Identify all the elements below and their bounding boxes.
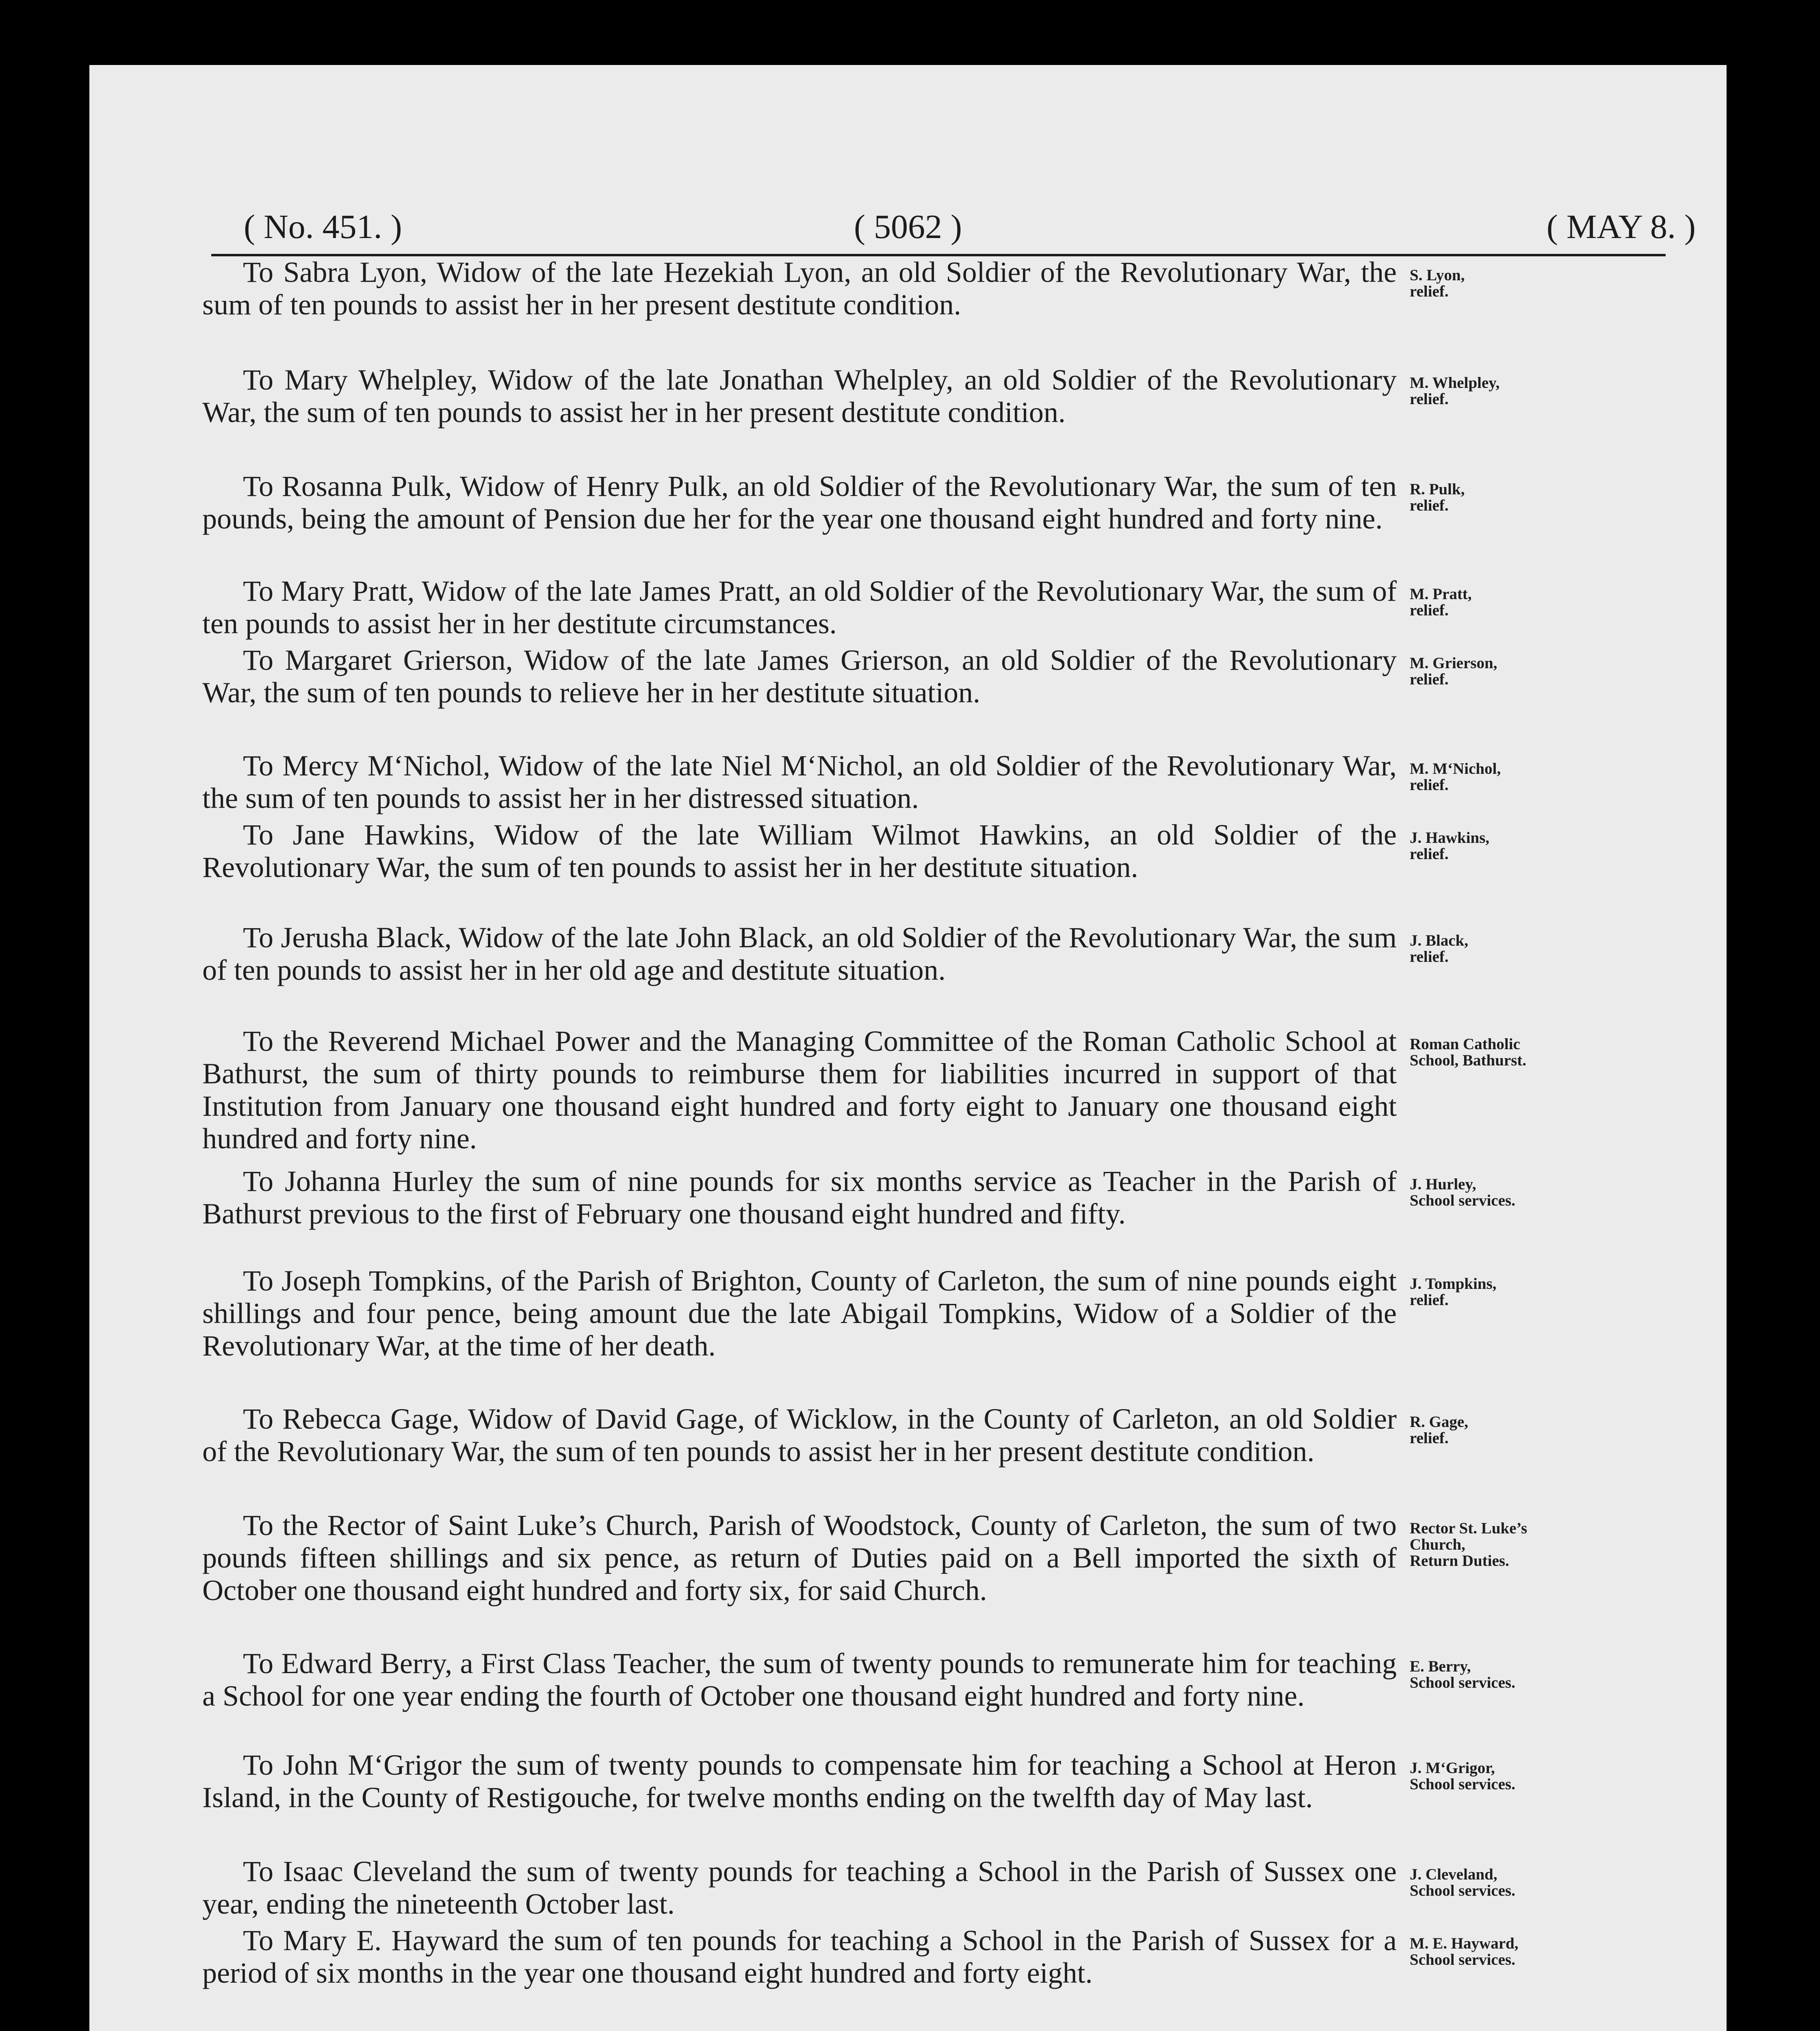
grant-text: To Edward Berry, a First Class Teacher, the sum of twenty pounds to remunerate him for teaching a School for one year ending the fourth of October one thousand eight hundred and forty nine. xyxy=(202,1647,1397,1712)
grant-entry xyxy=(89,644,1727,749)
session-date: ( MAY 8. ) xyxy=(1546,208,1696,246)
margin-note-line: Church, xyxy=(1410,1536,1465,1553)
margin-note-line: J. Black, xyxy=(1410,932,1469,949)
grant-entry xyxy=(89,575,1727,644)
margin-note-line: relief. xyxy=(1410,845,1449,863)
grant-text: To Mary Pratt, Widow of the late James Pratt, an old Soldier of the Revolutionary War, the sum of ten pounds to assist her in her destitute circumstances. xyxy=(202,575,1397,640)
grant-text: To Mercy M‘Nichol, Widow of the late Niel M‘Nichol, an old Soldier of the Revolutionary War, the sum of ten pounds to assist her in her distressed situation. xyxy=(202,749,1397,814)
margin-note-line: Rector St. Luke’s xyxy=(1410,1520,1528,1537)
document-page xyxy=(89,65,1727,2031)
margin-note-line: J. Tompkins, xyxy=(1410,1275,1497,1293)
grant-entry xyxy=(89,1647,1727,1749)
margin-note xyxy=(1410,1276,1727,1308)
margin-note-line: relief. xyxy=(1410,776,1449,794)
grant-entry xyxy=(89,1265,1727,1403)
margin-note xyxy=(1410,933,1727,965)
margin-note-line: R. Pulk, xyxy=(1410,481,1465,498)
margin-note xyxy=(1410,830,1727,862)
margin-note-line: M. Whelpley, xyxy=(1410,374,1500,392)
margin-note-line: School services. xyxy=(1410,1882,1515,1899)
grant-text: To Rebecca Gage, Widow of David Gage, of Wicklow, in the County of Carleton, an old Soldier of the Revolutionary War, the sum of ten pounds to assist her in her present destitute condition. xyxy=(202,1403,1397,1468)
margin-note-line: School services. xyxy=(1410,1776,1515,1793)
grant-text: To the Rector of Saint Luke’s Church, Parish of Woodstock, County of Carleton, the sum of two pounds fifteen shillings and six pence, as return of Duties paid on a Bell imported the sixth of October one thousand eight hundred and forty six, for said Church. xyxy=(202,1509,1397,1607)
margin-note xyxy=(1410,1659,1727,1691)
margin-note xyxy=(1410,1760,1727,1793)
margin-note-line: Roman Catholic xyxy=(1410,1035,1520,1053)
margin-note-line: relief. xyxy=(1410,1429,1449,1447)
grant-text: To John M‘Grigor the sum of twenty pounds to compensate him for teaching a School at Heron Island, in the County of Restigouche, for twelve months ending on the twelfth day of May last. xyxy=(202,1749,1397,1814)
grant-entry xyxy=(89,364,1727,470)
margin-note xyxy=(1410,1866,1727,1899)
grant-entry xyxy=(89,470,1727,575)
act-number: ( No. 451. ) xyxy=(244,208,402,246)
margin-note-line: M. Pratt, xyxy=(1410,585,1472,603)
margin-note xyxy=(1410,655,1727,688)
margin-note xyxy=(1410,1414,1727,1446)
margin-note xyxy=(1410,481,1727,514)
grant-text: To Jane Hawkins, Widow of the late William Wilmot Hawkins, an old Soldier of the Revolutionary War, the sum of ten pounds to assist her in her destitute situation. xyxy=(202,818,1397,883)
grant-entry xyxy=(89,818,1727,921)
margin-note xyxy=(1410,267,1727,300)
margin-note xyxy=(1410,375,1727,407)
margin-note-line: J. Cleveland, xyxy=(1410,1866,1497,1883)
margin-note xyxy=(1410,586,1727,619)
margin-note-line: relief. xyxy=(1410,390,1449,408)
grant-text: To Joseph Tompkins, of the Parish of Brighton, County of Carleton, the sum of nine pounds eight shillings and four pence, being amount due the late Abigail Tompkins, Widow of a Soldier of the Revolutionary War, at the time of her death. xyxy=(202,1265,1397,1362)
grant-entry xyxy=(89,1025,1727,1165)
margin-note-line: S. Lyon, xyxy=(1410,266,1465,284)
grant-text: To Johanna Hurley the sum of nine pounds for six months service as Teacher in the Parish of Bathurst previous to the first of February one thousand eight hundred and fifty. xyxy=(202,1165,1397,1230)
grant-text: To the Reverend Michael Power and the Managing Committee of the Roman Catholic School at Bathurst, the sum of thirty pounds to reimburse them for liabilities incurred in support of that Institution from January one thousand eight hundred and forty eight to January one thousand eight hundred and forty nine. xyxy=(202,1025,1397,1155)
margin-note-line: E. Berry, xyxy=(1410,1658,1471,1675)
page-number: ( 5062 ) xyxy=(854,208,962,246)
margin-note-line: relief. xyxy=(1410,497,1449,514)
grant-entry xyxy=(89,1509,1727,1647)
document-body xyxy=(89,256,1727,2031)
grant-entry xyxy=(89,256,1727,364)
grant-text: To Mary E. Hayward the sum of ten pounds for teaching a School in the Parish of Sussex for a period of six months in the year one thousand eight hundred and forty eight. xyxy=(202,1924,1397,1989)
margin-note-line: J. M‘Grigor, xyxy=(1410,1759,1495,1777)
margin-note xyxy=(1410,1176,1727,1209)
margin-note-line: relief. xyxy=(1410,671,1449,688)
margin-note xyxy=(1410,1036,1727,1069)
grant-text: To Jerusha Black, Widow of the late John Black, an old Soldier of the Revolutionary War, the sum of ten pounds to assist her in her old age and destitute situation. xyxy=(202,921,1397,986)
grant-entry xyxy=(89,1855,1727,1924)
grant-text: To Isaac Cleveland the sum of twenty pounds for teaching a School in the Parish of Sussex one year, ending the nineteenth October last. xyxy=(202,1855,1397,1920)
margin-note-line: relief. xyxy=(1410,1291,1449,1309)
margin-note-line: R. Gage, xyxy=(1410,1413,1469,1431)
grant-entry xyxy=(89,1924,1727,2031)
margin-note-line: relief. xyxy=(1410,948,1449,966)
margin-note-line: School services. xyxy=(1410,1951,1515,1968)
margin-note-line: relief. xyxy=(1410,283,1449,300)
margin-note-line: School, Bathurst. xyxy=(1410,1052,1527,1069)
grant-entry xyxy=(89,1165,1727,1265)
margin-note-line: School services. xyxy=(1410,1192,1515,1209)
grant-entry xyxy=(89,1403,1727,1509)
margin-note-line: M. Grierson, xyxy=(1410,654,1497,672)
grant-entry xyxy=(89,1749,1727,1855)
margin-note-line: relief. xyxy=(1410,602,1449,619)
page-header xyxy=(89,65,1727,256)
margin-note-line: School services. xyxy=(1410,1674,1515,1691)
grant-text: To Sabra Lyon, Widow of the late Hezekiah Lyon, an old Soldier of the Revolutionary War, the sum of ten pounds to assist her in her present destitute condition. xyxy=(202,256,1397,321)
margin-note xyxy=(1410,761,1727,793)
margin-note-line: Return Duties. xyxy=(1410,1552,1509,1570)
margin-note xyxy=(1410,1936,1727,1968)
grant-entry xyxy=(89,921,1727,1025)
grant-entry xyxy=(89,749,1727,818)
margin-note-line: J. Hawkins, xyxy=(1410,829,1490,847)
grant-text: To Margaret Grierson, Widow of the late James Grierson, an old Soldier of the Revolutionary War, the sum of ten pounds to relieve her in her destitute situation. xyxy=(202,644,1397,709)
margin-note-line: M. E. Hayward, xyxy=(1410,1935,1519,1952)
grant-text: To Rosanna Pulk, Widow of Henry Pulk, an old Soldier of the Revolutionary War, the sum of ten pounds, being the amount of Pension due her for the year one thousand eight hundred and forty nine. xyxy=(202,470,1397,535)
grant-text: To Mary Whelpley, Widow of the late Jonathan Whelpley, an old Soldier of the Revolutionary War, the sum of ten pounds to assist her in her present destitute condition. xyxy=(202,364,1397,429)
margin-note-line: J. Hurley, xyxy=(1410,1176,1476,1193)
margin-note xyxy=(1410,1520,1727,1569)
margin-note-line: M. M‘Nichol, xyxy=(1410,760,1501,777)
